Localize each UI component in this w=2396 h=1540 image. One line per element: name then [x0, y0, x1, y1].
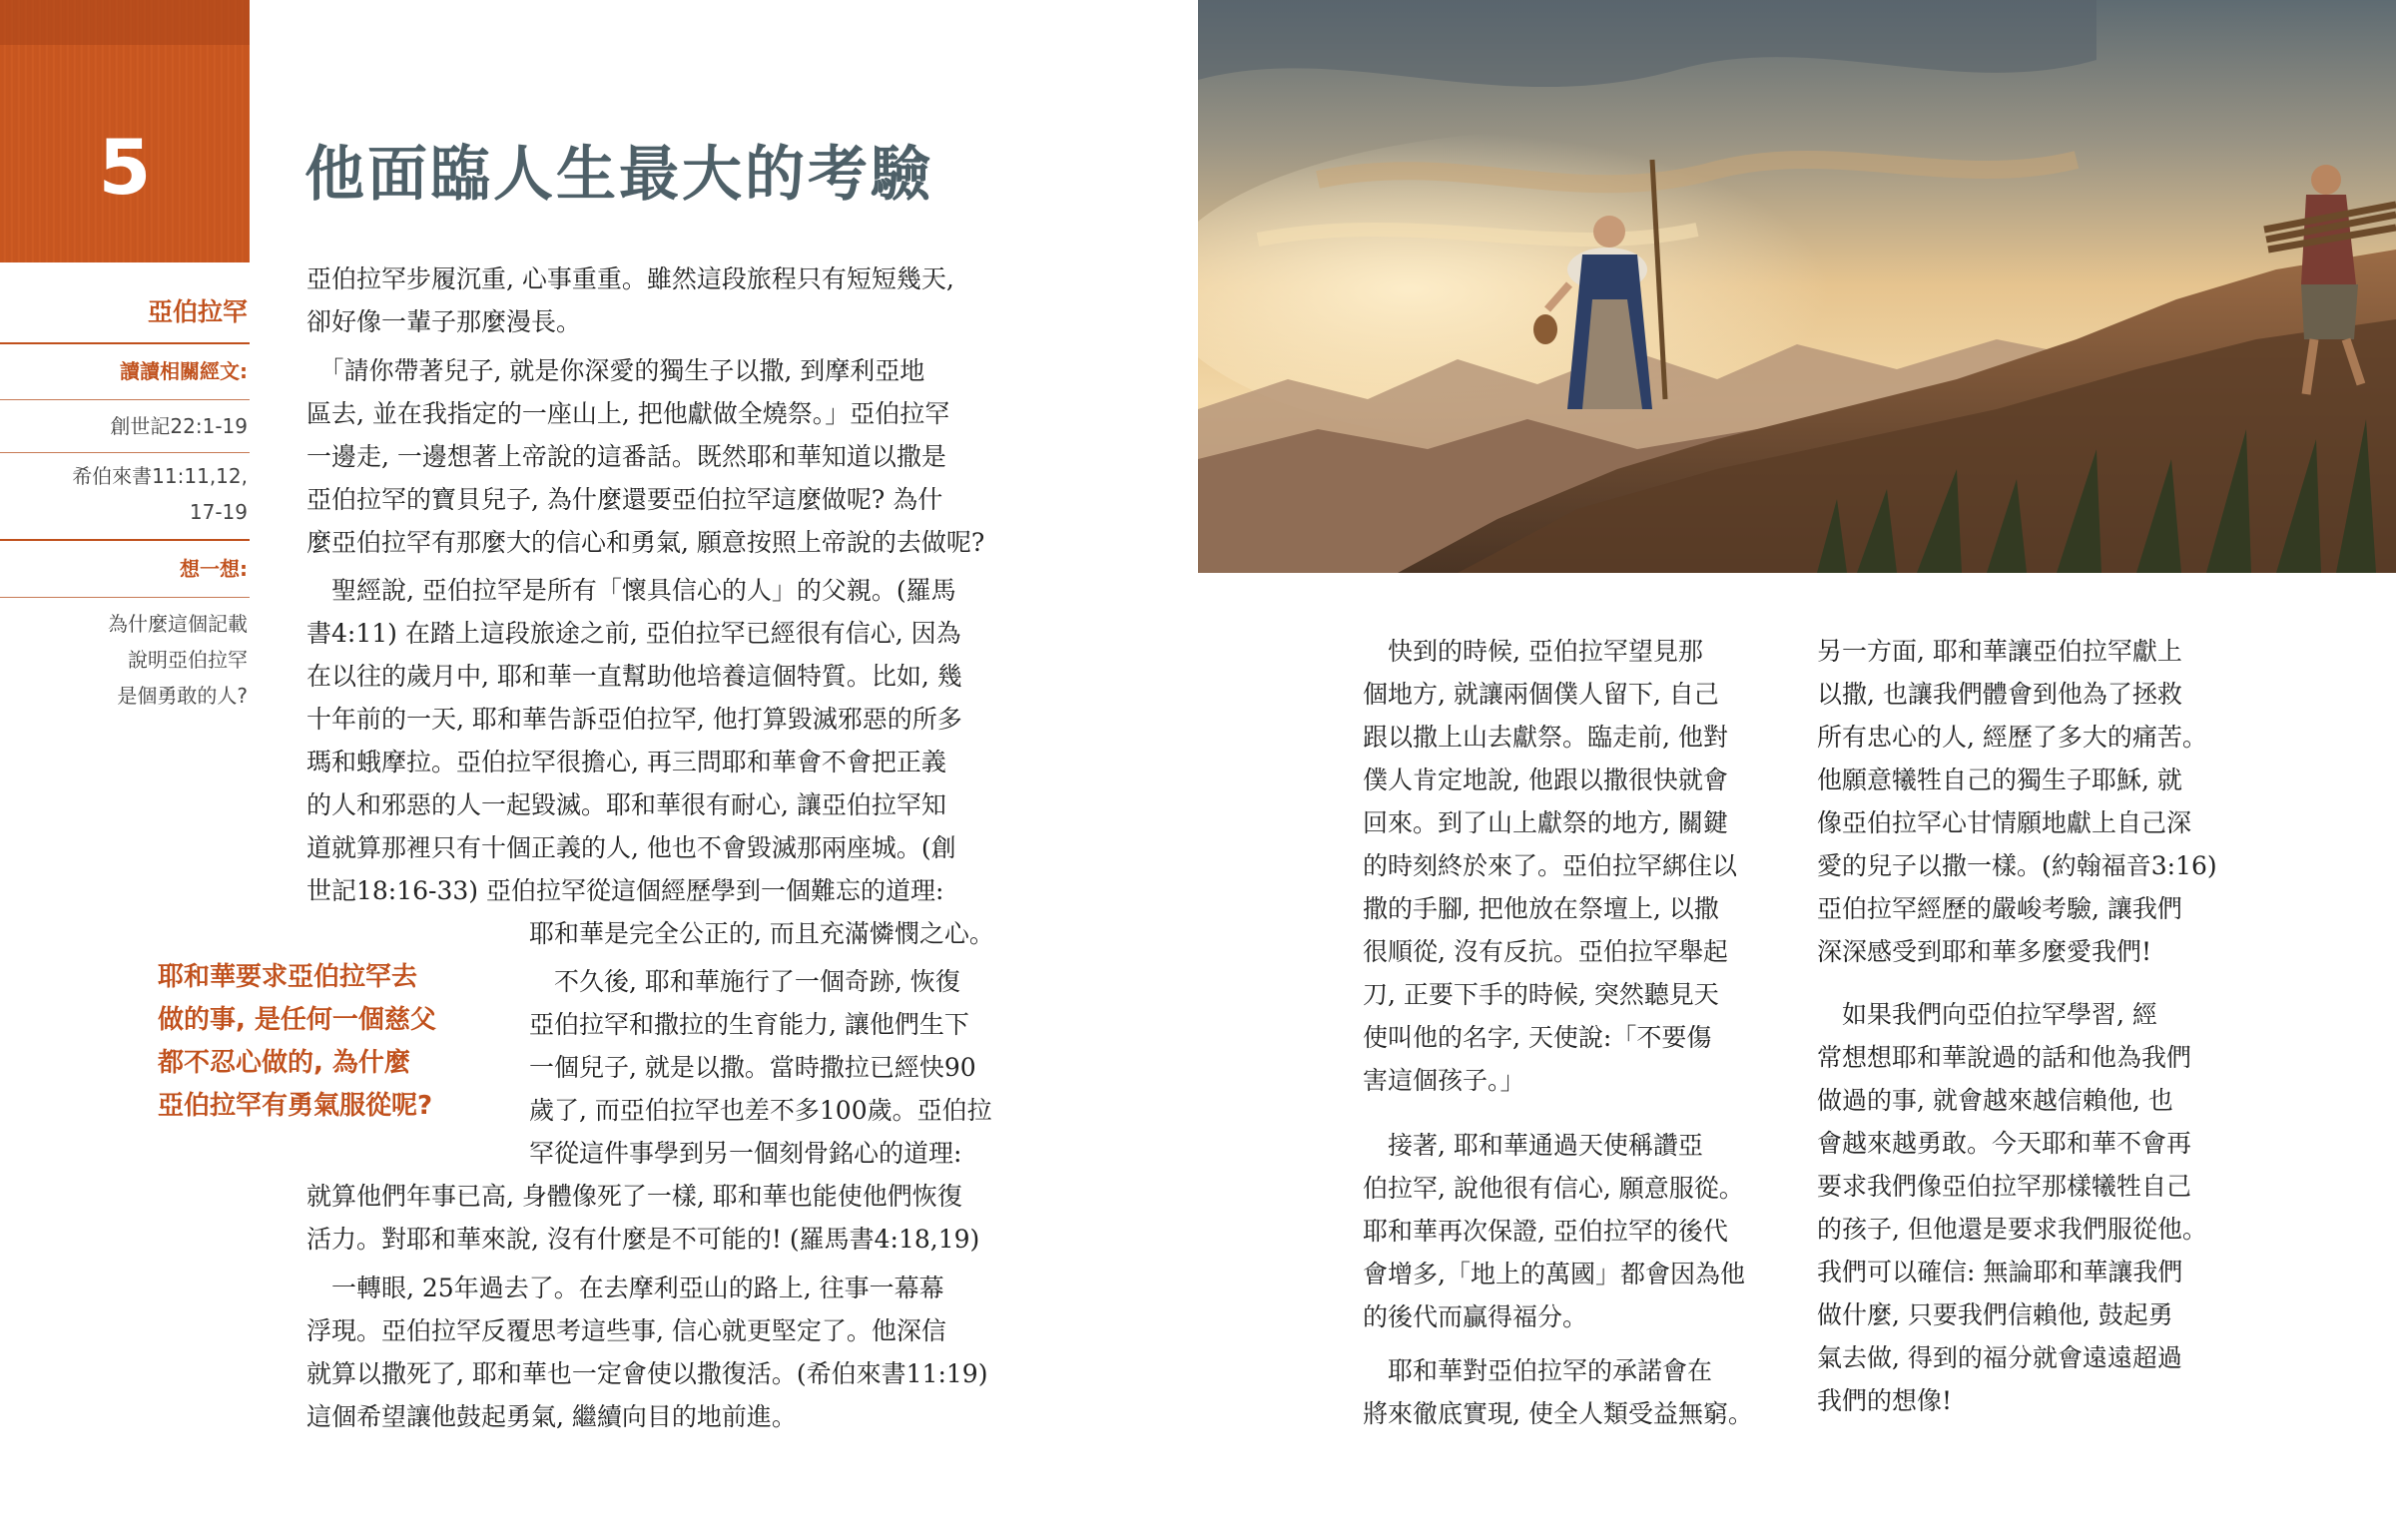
illustration: [1198, 0, 2396, 573]
text-line: 的後代而贏得福分。: [1363, 1302, 1588, 1331]
text-line: 活力。對耶和華來說, 沒有什麼是不可能的! (羅馬書4:18,19): [306, 1225, 980, 1254]
text-line: 會越來越勇敢。今天耶和華不會再: [1817, 1129, 2192, 1158]
text-line: 氣去做, 得到的福分就會遠遠超過: [1817, 1343, 2182, 1372]
text-line: 亞伯拉罕和撒拉的生育能力, 讓他們生下: [529, 1010, 969, 1039]
text-line: 在以往的歲月中, 耶和華一直幫助他培養這個特質。比如, 幾: [306, 662, 962, 691]
text-line: 的孩子, 但他還是要求我們服從他。: [1817, 1215, 2207, 1244]
text-line: 一邊走, 一邊想著上帝說的這番話。既然耶和華知道以撒是: [306, 442, 946, 471]
text-line: 所有忠心的人, 經歷了多大的痛苦。: [1817, 723, 2207, 752]
paragraph: [306, 257, 1037, 343]
text-line: 常想想耶和華說過的話和他為我們: [1817, 1043, 2192, 1072]
text-line: 罕從這件事學到另一個刻骨銘心的道理:: [529, 1139, 962, 1168]
text-line: 「請你帶著兒子, 就是你深愛的獨生子以撒, 到摩利亞地: [306, 356, 925, 385]
paragraph: [1363, 630, 1784, 1102]
reading-ref: 創世記22:1-19: [110, 414, 248, 438]
text-line: 以撒, 也讓我們體會到他為了拯救: [1817, 680, 2182, 709]
text-line: 耶和華要求亞伯拉罕去: [158, 962, 418, 992]
text-line: 不久後, 耶和華施行了一個奇跡, 恢復: [529, 967, 960, 996]
text-line: 像亞伯拉罕心甘情願地獻上自己深: [1817, 808, 2192, 837]
text-line: 回來。到了山上獻祭的地方, 關鍵: [1363, 808, 1728, 837]
paragraph-narrow: [529, 960, 1037, 1175]
paragraph: [306, 1175, 1037, 1261]
page-title: 他面臨人生最大的考驗: [304, 140, 933, 210]
text-line: 使叫他的名字, 天使說:「不要傷: [1363, 1023, 1712, 1052]
text-line: 的人和邪惡的人一起毀滅。耶和華很有耐心, 讓亞伯拉罕知: [306, 790, 946, 819]
text-line: 將來徹底實現, 使全人類受益無窮。: [1363, 1399, 1753, 1428]
chapter-number: 5: [98, 123, 152, 212]
text-line: 做的事, 是任何一個慈父: [158, 1005, 436, 1035]
sidebar: [0, 262, 250, 714]
text-line: 會增多,「地上的萬國」都會因為他: [1363, 1260, 1745, 1288]
text-line: 一個兒子, 就是以撒。當時撒拉已經快90: [529, 1053, 976, 1082]
text-line: 一轉眼, 25年過去了。在去摩利亞山的路上, 往事一幕幕: [306, 1274, 944, 1302]
text-line: 另一方面, 耶和華讓亞伯拉罕獻上: [1817, 637, 2182, 666]
text-line: 麼亞伯拉罕有那麼大的信心和勇氣, 願意按照上帝說的去做呢?: [306, 528, 985, 557]
text-line: 快到的時候, 亞伯拉罕望見那: [1363, 637, 1703, 666]
text-line: 的時刻終於來了。亞伯拉罕綁住以: [1363, 851, 1738, 880]
text-line: 耶和華再次保證, 亞伯拉罕的後代: [1363, 1217, 1728, 1246]
text-line: 書4:11) 在踏上這段旅途之前, 亞伯拉罕已經很有信心, 因為: [306, 619, 961, 648]
text-line: 他願意犧牲自己的獨生子耶穌, 就: [1817, 766, 2182, 794]
paragraph: [1817, 993, 2242, 1422]
text-line: 十年前的一天, 耶和華告訴亞伯拉罕, 他打算毀滅邪惡的所多: [306, 705, 962, 734]
illustration-graphic: [1198, 0, 2396, 573]
paragraph-end: [529, 912, 1037, 955]
text-line: 伯拉罕, 說他很有信心, 願意服從。: [1363, 1174, 1744, 1203]
reading-ref: 17-19: [189, 500, 248, 524]
text-line: 浮現。亞伯拉罕反覆思考這些事, 信心就更堅定了。他深信: [306, 1316, 946, 1345]
text-line: 瑪和蛾摩拉。亞伯拉罕很擔心, 再三問耶和華會不會把正義: [306, 748, 946, 776]
sidebar-name: 亞伯拉罕: [147, 297, 248, 326]
think-line: 說明亞伯拉罕: [128, 648, 248, 672]
pull-quote: [158, 956, 497, 1128]
paragraph: [306, 1267, 1037, 1438]
text-line: 耶和華是完全公正的, 而且充滿憐憫之心。: [529, 919, 994, 948]
paragraph: [1817, 630, 2242, 973]
text-line: 個地方, 就讓兩個僕人留下, 自己: [1363, 680, 1719, 709]
text-line: 刀, 正要下手的時候, 突然聽見天: [1363, 980, 1719, 1009]
text-line: 做什麼, 只要我們信賴他, 鼓起勇: [1817, 1300, 2173, 1329]
text-line: 做過的事, 就會越來越信賴他, 也: [1817, 1086, 2173, 1115]
chapter-badge: [0, 0, 250, 262]
paragraph: [306, 349, 1037, 564]
readings-heading: 讀讀相關經文:: [120, 359, 248, 383]
text-line: 亞伯拉罕步履沉重, 心事重重。雖然這段旅程只有短短幾天,: [306, 264, 954, 293]
text-line: 如果我們向亞伯拉罕學習, 經: [1817, 1000, 2157, 1029]
paragraph: [306, 569, 1037, 912]
text-line: 世記18:16-33) 亞伯拉罕從這個經歷學到一個難忘的道理:: [306, 876, 944, 905]
think-heading: 想一想:: [180, 557, 248, 581]
think-question: [0, 598, 250, 714]
think-line: 為什麼這個記載: [108, 612, 248, 636]
text-line: 接著, 耶和華通過天使稱讚亞: [1363, 1131, 1703, 1160]
text-line: 聖經說, 亞伯拉罕是所有「懷具信心的人」的父親。(羅馬: [306, 576, 956, 605]
text-line: 撒的手腳, 把他放在祭壇上, 以撒: [1363, 894, 1719, 923]
text-line: 亞伯拉罕有勇氣服從呢?: [158, 1091, 433, 1121]
text-line: 這個希望讓他鼓起勇氣, 繼續向目的地前進。: [306, 1402, 797, 1431]
text-line: 愛的兒子以撒一樣。(約翰福音3:16): [1817, 851, 2217, 880]
text-line: 害這個孩子。」: [1363, 1066, 1525, 1095]
paragraph: [1363, 1349, 1784, 1435]
text-line: 要求我們像亞伯拉罕那樣犧牲自己: [1817, 1172, 2192, 1201]
text-line: 卻好像一輩子那麼漫長。: [306, 307, 582, 336]
text-line: 歲了, 而亞伯拉罕也差不多100歲。亞伯拉: [529, 1096, 992, 1125]
text-line: 很順從, 沒有反抗。亞伯拉罕舉起: [1363, 937, 1728, 966]
text-line: 亞伯拉罕經歷的嚴峻考驗, 讓我們: [1817, 894, 2182, 923]
think-line: 是個勇敢的人?: [117, 684, 248, 708]
text-line: 我們可以確信: 無論耶和華讓我們: [1817, 1258, 2183, 1286]
reading-ref: 希伯來書11:11,12,: [72, 464, 248, 488]
text-line: 我們的想像!: [1817, 1386, 1953, 1415]
paragraph: [1363, 1124, 1784, 1338]
text-line: 耶和華對亞伯拉罕的承諾會在: [1363, 1356, 1713, 1385]
text-line: 道就算那裡只有十個正義的人, 他也不會毀滅那兩座城。(創: [306, 833, 956, 862]
text-line: 就算他們年事已高, 身體像死了一樣, 耶和華也能使他們恢復: [306, 1182, 962, 1211]
text-line: 深深感受到耶和華多麼愛我們!: [1817, 937, 2152, 966]
text-line: 僕人肯定地說, 他跟以撒很快就會: [1363, 766, 1728, 794]
text-line: 區去, 並在我指定的一座山上, 把他獻做全燒祭。」亞伯拉罕: [306, 399, 950, 428]
text-line: 亞伯拉罕的寶貝兒子, 為什麼還要亞伯拉罕這麼做呢? 為什: [306, 485, 943, 514]
reading-ref-group: [0, 453, 250, 539]
text-line: 都不忍心做的, 為什麼: [158, 1048, 410, 1078]
text-line: 就算以撒死了, 耶和華也一定會使以撒復活。(希伯來書11:19): [306, 1359, 988, 1388]
text-line: 跟以撒上山去獻祭。臨走前, 他對: [1363, 723, 1728, 752]
